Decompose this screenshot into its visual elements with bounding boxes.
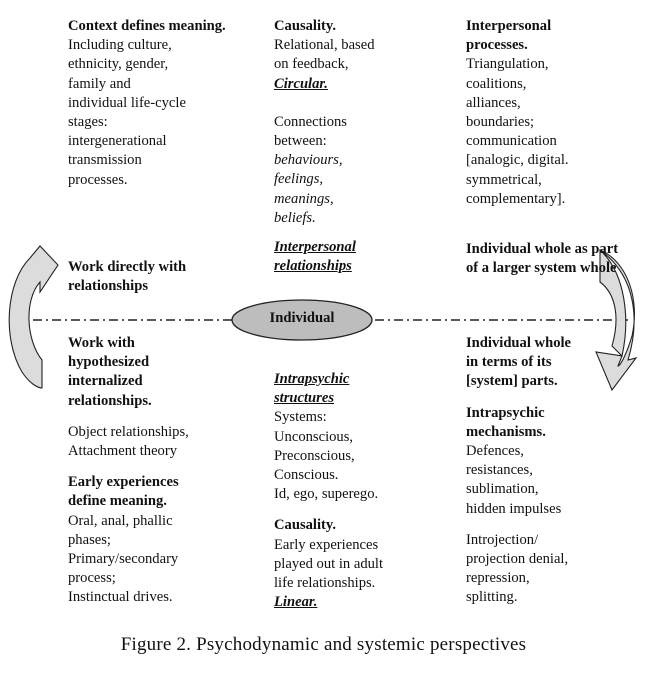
structure-line: Unconscious,	[274, 428, 354, 445]
connections-item: meanings,	[274, 190, 334, 207]
individual-whole-system-text: Individual whole as part of a larger system whole	[466, 241, 619, 277]
individual-label: Individual	[269, 310, 335, 326]
early-line: phases;	[68, 531, 111, 548]
context-line: transmission	[68, 152, 142, 169]
early-line: Primary/secondary	[68, 551, 179, 568]
mechanism-line: Defences,	[466, 443, 524, 460]
connections-item: behaviours,	[274, 152, 343, 169]
context-heading: Context defines meaning.	[68, 18, 226, 34]
process-line: communication	[466, 133, 557, 150]
structure-line: Conscious.	[274, 467, 339, 484]
context-line: Including culture,	[68, 37, 172, 54]
context-line: stages:	[68, 114, 108, 131]
structure-line: Systems:	[274, 409, 327, 426]
causality-line: played out in adult	[274, 555, 384, 572]
bottom-middle-column	[274, 370, 424, 612]
causality-line: on feedback,	[274, 56, 349, 73]
figure-caption: Figure 2. Psychodynamic and systemic perspectives	[120, 634, 527, 655]
mechanism-line: sublimation,	[466, 481, 539, 498]
process-line: Triangulation,	[466, 56, 549, 73]
causality-line: Relational, based	[274, 37, 375, 54]
bottom-right-column	[466, 334, 626, 608]
process-line: alliances,	[466, 94, 521, 111]
left-curved-arrow	[9, 246, 58, 388]
mechanism-line: hidden impulses	[466, 500, 562, 517]
process-line: boundaries;	[466, 114, 535, 131]
top-middle-column	[274, 17, 424, 228]
interpersonal-relationships-focus: Interpersonal relationships	[274, 239, 356, 275]
causality-line: Early experiences	[274, 536, 379, 553]
connections-item: beliefs.	[274, 209, 316, 226]
causality-heading: Causality.	[274, 18, 337, 34]
connections-item: feelings,	[274, 171, 324, 188]
early-experiences-heading: Early experiences define meaning.	[68, 474, 179, 510]
work-hypothesized-text: Work with hypothesized internalized relationships.	[68, 335, 152, 409]
structure-line: Id, ego, superego.	[274, 486, 379, 503]
theory-line: Attachment theory	[68, 443, 178, 460]
intrapsychic-mechanisms-heading: Intrapsychic mechanisms.	[466, 404, 546, 440]
top-right-column	[466, 17, 626, 209]
intrapsychic-structures-focus: Intrapsychic structures	[274, 371, 350, 407]
context-line: processes.	[68, 171, 128, 188]
process-line: [analogic, digital.	[466, 152, 569, 169]
defence-line: Introjection/	[466, 531, 539, 548]
process-line: complementary].	[466, 190, 566, 207]
context-line: ethnicity, gender,	[68, 56, 169, 73]
early-line: Instinctual drives.	[68, 589, 173, 606]
process-line: symmetrical,	[466, 171, 542, 188]
causality-line: life relationships.	[274, 575, 376, 592]
causality-type-linear: Linear.	[274, 594, 318, 611]
context-line: individual life-cycle	[68, 94, 186, 111]
theory-line: Object relationships,	[68, 423, 189, 440]
work-directly-text: Work directly with relationships	[68, 259, 187, 295]
causality-heading: Causality.	[274, 517, 337, 534]
top-left-column	[68, 17, 238, 190]
context-line: family and	[68, 75, 131, 92]
defence-line: splitting.	[466, 589, 518, 606]
defence-line: repression,	[466, 570, 530, 587]
context-line: intergenerational	[68, 133, 167, 150]
causality-type-circular: Circular.	[274, 75, 328, 92]
mechanism-line: resistances,	[466, 462, 533, 479]
early-line: Oral, anal, phallic	[68, 512, 173, 529]
process-line: coalitions,	[466, 75, 527, 92]
bottom-left-column	[68, 334, 238, 608]
defence-line: projection denial,	[466, 551, 569, 568]
early-line: process;	[68, 570, 116, 587]
individual-whole-parts-text: Individual whole in terms of its [system] parts.	[466, 335, 572, 390]
interpersonal-processes-heading: Interpersonal processes.	[466, 18, 552, 54]
connections-heading: Connections between:	[274, 113, 347, 150]
structure-line: Preconscious,	[274, 447, 355, 464]
